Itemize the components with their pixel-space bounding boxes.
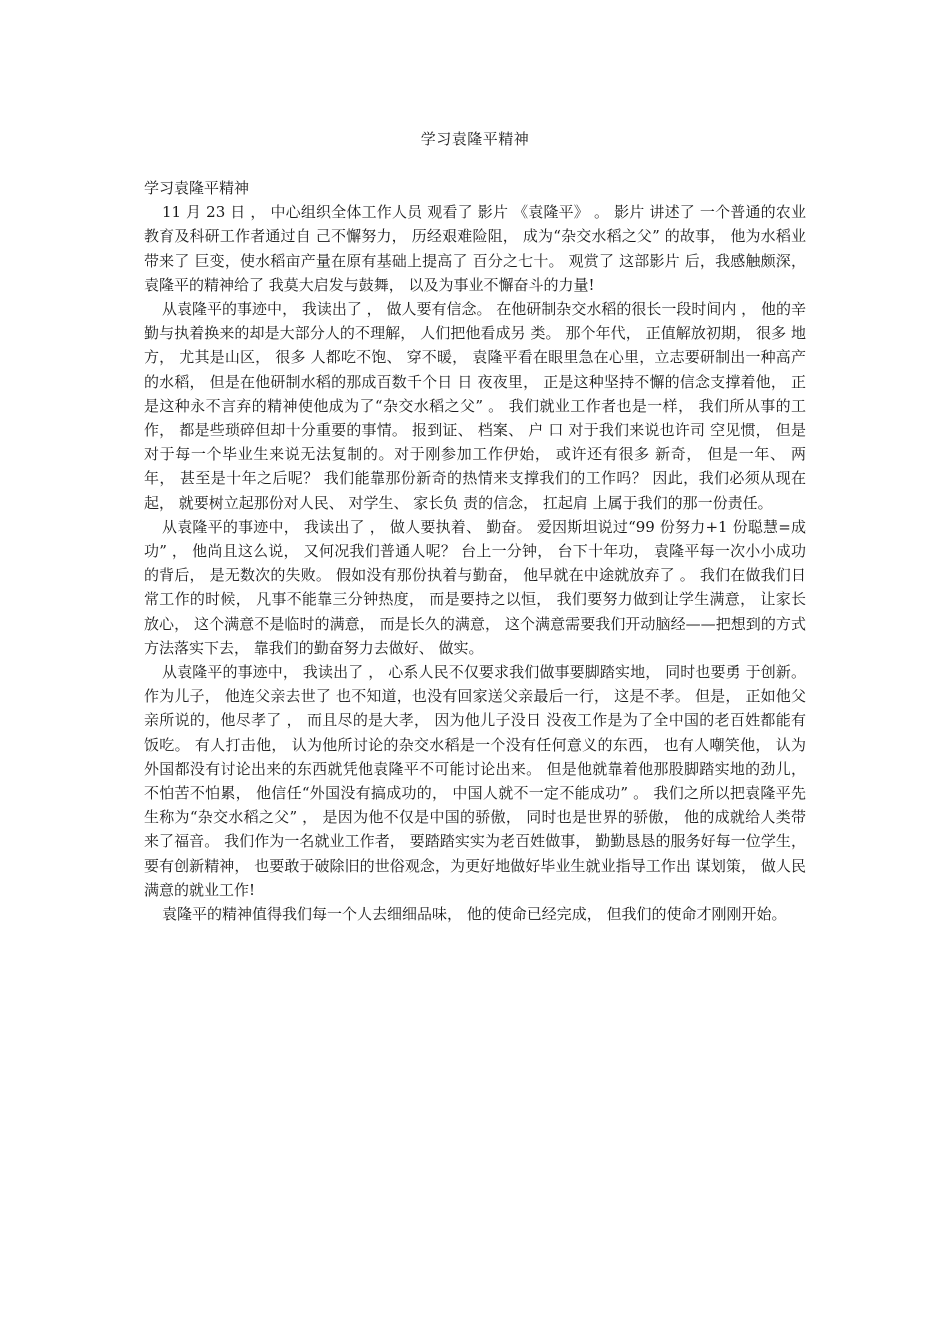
body-paragraph-3: 从袁隆平的事迹中， 我读出了 ， 做人要执着、 勤奋。 爱因斯坦说过“99 份努力+1 份聪慧=成功” ， 他尚且这么说， 又何况我们普通人呢？ 台上一分钟， 台下十年功， 袁隆平每一次小小成功的背后， 是无数次的失败。 假如没有那份执着与勤奋， 他早就在中途就放弃了 。 我们在做我们日 常工作的时候， 凡事不能靠三分钟热度， 而是要持之以恒， 我们要努力做到让学生满意， 让家长放心， 这个满意不是临时的满意， 而是长久的满意， 这个满意需要我们开动脑经——把想到的方式方法落实下去， 靠我们的勤奋努力去做好、 做实。 xyxy=(144,517,806,657)
body-paragraph-2: 从袁隆平的事迹中， 我读出了 ， 做人要有信念。 在他研制杂交水稻的很长一段时间内 ， 他的辛勤与执着换来的却是大部分人的不理解， 人们把他看成另 类。 那个年代， 正值解放初期， 很多 地方， 尤其是山区， 很多 人都吃不饱、 穿不暖， 袁隆平看在眼里急在心里，立志要研制出一种高产的水稻， 但是在他研制水稻的那成百数千个日 日 夜夜里， 正是这种坚持不懈的信念支撑着他， 正是这种永不言弃的精神使他成为了“杂交水稻之父” 。 我们就业工作者也是一样， 我们所从事的工作， 都是些琐碎但却十分重要的事情。 报到证、 档案、 户 口 对于我们来说也许司 空见惯， 但是对于每一个毕业生来说无法复制的。对于刚参加工作伊始， 或许还有很多 新奇， 但是一年、 两年， 甚至是十年之后呢？ 我们能靠那份新奇的热情来支撑我们的工作吗？ 因此，我们必须从现在起， 就要树立起那份对人民、 对学生、 家长负 责的信念， 扛起肩 上属于我们的那一份责任。 xyxy=(144,300,806,512)
body-paragraph-5: 袁隆平的精神值得我们每一个人去细细品味， 他的使命已经完成， 但我们的使命才刚刚开始。 xyxy=(162,905,787,924)
body-paragraph-4: 从袁隆平的事迹中， 我读出了 ， 心系人民不仅要求我们做事要脚踏实地， 同时也要勇 于创新。 作为儿子， 他连父亲去世了 也不知道，也没有回家送父亲最后一行， 这是不孝。 但是， 正如他父亲所说的，他尽孝了 ， 而且尽的是大孝， 因为他儿子没日 没夜工作是为了全中国的老百姓都能有饭吃。 有人打击他， 认为他所讨论的杂交水稻是一个没有任何意义的东西， 也有人嘲笑他， 认为外国都没有讨论出来的东西就凭他袁隆平不可能讨论出来。 但是他就靠着他那股脚踏实地的劲儿， 不怕苦不怕累， 他信任“外国没有搞成功的， 中国人就不一定不能成功” 。 我们之所以把袁隆平先生称为“杂交水稻之父” ， 是因为他不仅是中国的骄傲， 同时也是世界的骄傲， 他的成就给人类带来了福音。 我们作为一名就业工作者， 要踏踏实实为老百姓做事， 勤勤恳恳的服务好每一位学生， 要有创新精神， 也要敢于破除旧的世俗观念，为更好地做好毕业生就业指导工作出 谋划策， 做人民满意的就业工作! xyxy=(144,663,806,899)
document-subheading: 学习袁隆平精神 xyxy=(144,179,250,197)
document-body xyxy=(144,176,806,926)
document-title: 学习袁隆平精神 xyxy=(420,130,530,148)
body-paragraph-1: 11 月 23 日 ， 中心组织全体工作人员 观看了 影片 《袁隆平》 。 影片 讲述了 一个普通的农业教育及科研工作者通过自 己不懈努力， 历经艰难险阻， 成为“杂交水稻之父” 的故事， 他为水稻业带来了 巨变，使水稻亩产量在原有基础上提高了 百分之七十。 观赏了 这部影片 后，我感触颇深， 袁隆平的精神给了 我莫大启发与鼓舞， 以及为事业不懈奋斗的力量! xyxy=(144,203,806,294)
